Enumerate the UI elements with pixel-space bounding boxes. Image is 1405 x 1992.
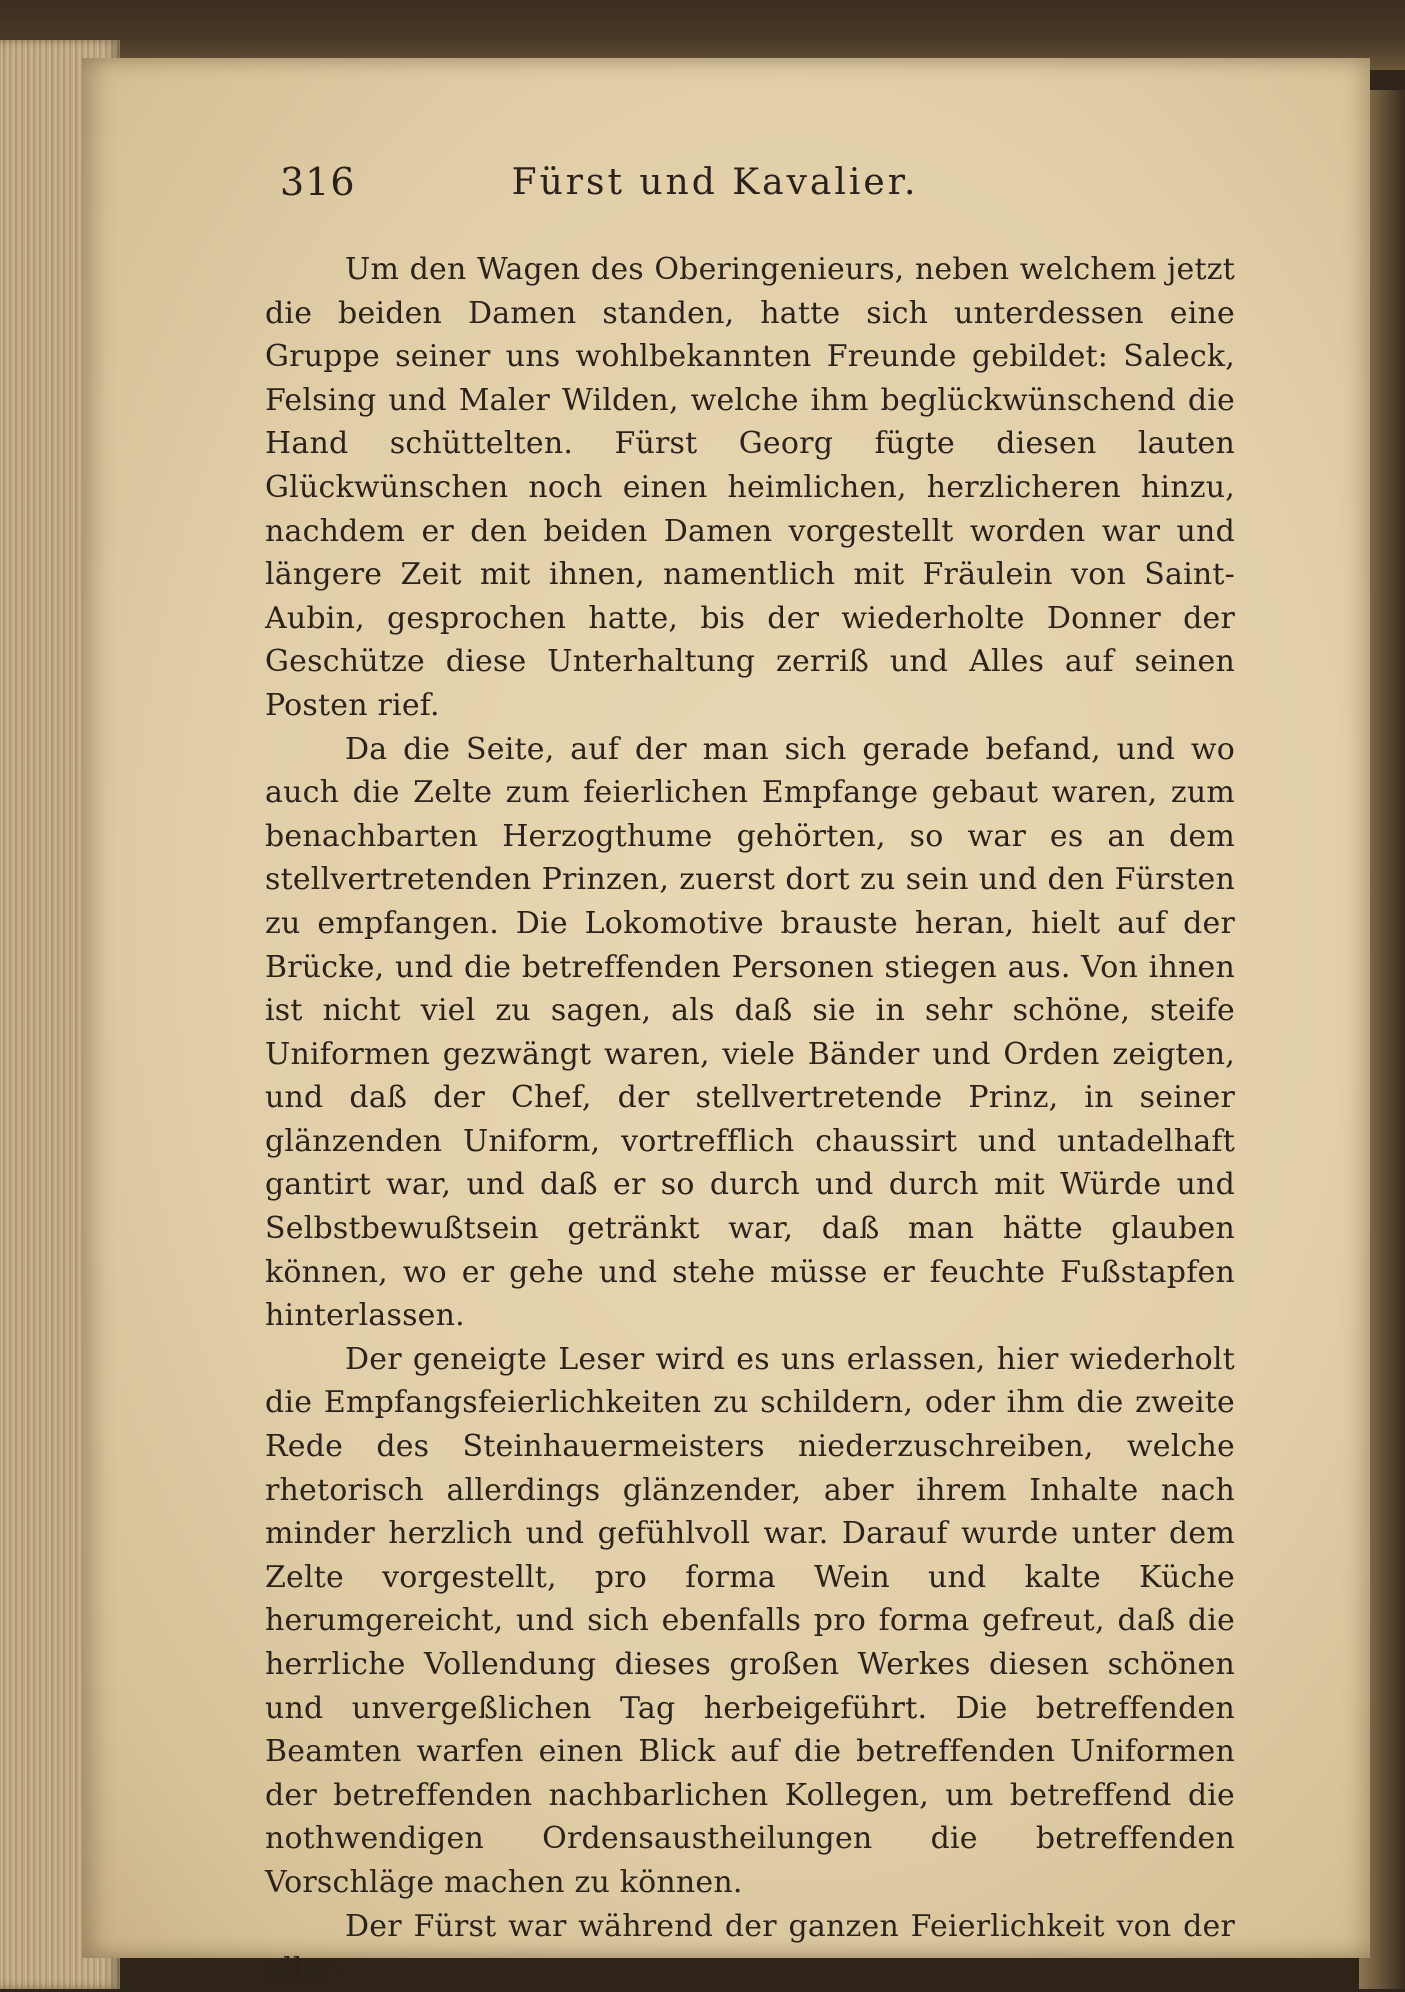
page-number: 316 <box>280 160 356 204</box>
paragraph-1: Um den Wagen des Oberingenieurs, neben welchem jetzt die beiden Damen standen, hatte sich unterdessen eine Gruppe seiner uns wohlbekannten Freunde gebildet: Saleck, Felsing und Maler Wilden, welche ihm beglückwünschend die Hand schüttelten. Fürst Georg fügte diesen lauten Glückwünschen noch einen heimlichen, herzlicheren hinzu, nachdem er den beiden Damen vorgestellt worden war und längere Zeit mit ihnen, namentlich mit Fräulein von Saint-Aubin, gesprochen hatte, bis der wiederholte Donner der Geschütze diese Unterhaltung zerriß und Alles auf seinen Posten rief. <box>265 252 1235 723</box>
paragraph-2: Da die Seite, auf der man sich gerade befand, und wo auch die Zelte zum feierlichen Empfange gebaut waren, zum benachbarten Herzogthume gehörten, so war es an dem stellvertretenden Prinzen, zuerst dort zu sein und den Fürsten zu empfangen. Die Lokomotive brauste heran, hielt auf der Brücke, und die betreffenden Personen stiegen aus. Von ihnen ist nicht viel zu sagen, als daß sie in sehr schöne, steife Uniformen gezwängt waren, viele Bänder und Orden zeigten, und daß der Chef, der stellvertretende Prinz, in seiner glänzenden Uniform, vortrefflich chaussirt und untadelhaft gantirt war, und daß er so durch und durch mit Würde und Selbstbewußtsein getränkt war, daß man hätte glauben können, wo er gehe und stehe müsse er feuchte Fußstapfen hinterlassen. <box>265 731 1235 1334</box>
body-text <box>265 248 1235 1992</box>
paragraph-3: Der geneigte Leser wird es uns erlassen, hier wiederholt die Empfangsfeierlichkeiten zu schildern, oder ihm die zweite Rede des Steinhauermeisters niederzuschreiben, welche rhetorisch allerdings glänzender, aber ihrem Inhalte nach minder herzlich und gefühlvoll war. Darauf wurde unter dem Zelte vorgestellt, pro forma Wein und kalte Küche herumgereicht, und sich ebenfalls pro forma gefreut, daß die herrliche Vollendung dieses großen Werkes diesen schönen und unvergeßlichen Tag herbeigeführt. Die betreffenden Beamten warfen einen Blick auf die betreffenden Uniformen der betreffenden nachbarlichen Kollegen, um betreffend die nothwendigen Ordensaustheilungen die betreffenden Vorschläge machen zu können. <box>265 1341 1235 1900</box>
paragraph-4: Der Fürst war während der ganzen Feierlichkeit von der aller- <box>265 1908 1235 1988</box>
page-header <box>195 160 1235 220</box>
running-title: Fürst und Kavalier. <box>511 162 919 203</box>
